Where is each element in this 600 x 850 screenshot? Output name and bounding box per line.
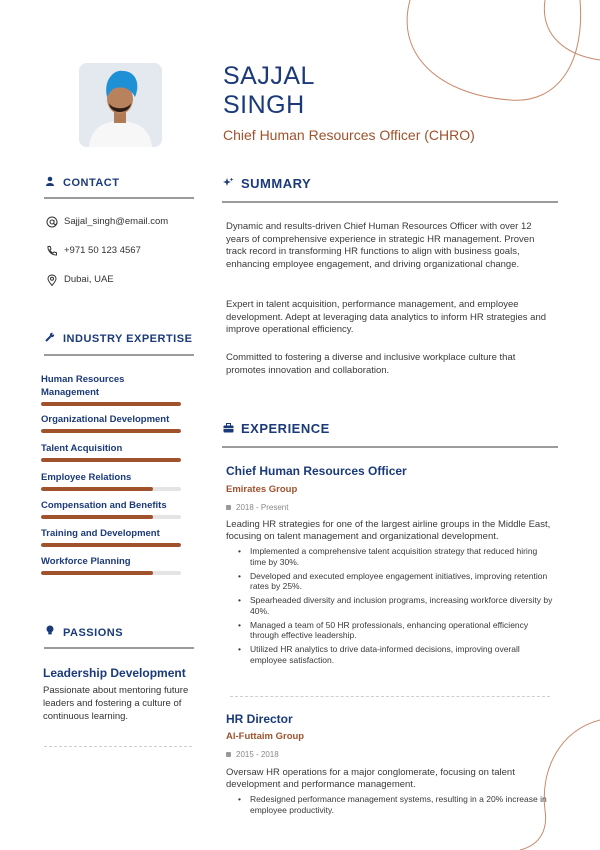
skill-bar-fill: [41, 487, 153, 491]
achievement-item: • Redesigned performance management systems, resulting in a 20% increase in employee productivity.: [238, 794, 554, 815]
job-dates: [226, 503, 288, 512]
passions-heading: [45, 625, 123, 639]
skill-bar: [41, 515, 181, 519]
skill-bar-fill: [41, 458, 181, 462]
skill-label: Employee Relations: [41, 472, 132, 483]
email-text: Sajjal_singh@email.com: [64, 216, 169, 227]
wrench-icon: [45, 332, 57, 345]
skill-item: [41, 373, 183, 406]
contact-heading: [45, 176, 119, 189]
achievement-item: • Utilized HR analytics to drive data-informed decisions, improving overall employee satisfaction.: [238, 644, 554, 665]
skill-bar: [41, 571, 181, 575]
summary-paragraph: Dynamic and results-driven Chief Human Resources Officer with over 12 years of comprehensive experience in strategic HR management. Proven track record in transforming HR functions to align with business goals, enhancing employee engagement, and driving organizational change.: [226, 221, 535, 270]
job-dates: [226, 750, 279, 759]
job-description: Oversaw HR operations for a major conglomerate, focusing on talent development and performance management.: [226, 767, 515, 790]
profile-photo: [79, 63, 162, 147]
skill-item: [41, 555, 183, 575]
summary-paragraph: Expert in talent acquisition, performance management, and employee development. Adept at leveraging data analytics to inform HR strategies and improve operational efficiency.: [226, 299, 547, 335]
calendar-icon: [226, 752, 231, 757]
summary-paragraph: Committed to fostering a diverse and inclusive workplace culture that promotes innovation and collaboration.: [226, 352, 516, 376]
skill-bar: [41, 458, 181, 462]
job-achievements: [238, 546, 554, 669]
skill-bar-fill: [41, 515, 153, 519]
skill-bar: [41, 487, 181, 491]
experience-divider: [222, 446, 558, 448]
skill-label: Human Resources Management: [41, 374, 125, 398]
job-title: HR Director: [226, 712, 293, 726]
contact-phone[interactable]: [45, 244, 141, 257]
job-role: Chief Human Resources Officer (CHRO): [223, 127, 475, 143]
skill-bar-fill: [41, 543, 181, 547]
achievement-item: • Managed a team of 50 HR professionals, enhancing operational efficiency through effective leadership.: [238, 620, 554, 641]
skill-bar: [41, 543, 181, 547]
expertise-heading: [45, 332, 192, 345]
sparkle-icon: [223, 177, 235, 191]
skill-label: Workforce Planning: [41, 556, 131, 567]
lightbulb-icon: [45, 625, 57, 639]
experience-heading: [223, 421, 330, 436]
skill-bar-fill: [41, 402, 181, 406]
summary-title: SUMMARY: [241, 176, 312, 191]
job-achievements: [238, 794, 554, 819]
briefcase-icon: [223, 423, 235, 436]
skill-item: [41, 527, 183, 547]
skill-bar-fill: [41, 429, 181, 433]
achievement-item: • Spearheaded diversity and inclusion programs, increasing workforce diversity by 40%.: [238, 595, 554, 616]
phone-text: +971 50 123 4567: [64, 245, 141, 256]
experience-title: EXPERIENCE: [241, 421, 330, 436]
skill-item: [41, 442, 183, 462]
skill-bar-fill: [41, 571, 153, 575]
name-line-2: SINGH: [223, 91, 305, 119]
contact-location: [45, 273, 114, 286]
location-text: Dubai, UAE: [64, 274, 114, 285]
job-company: Al-Futtaim Group: [226, 731, 305, 742]
achievement-item: • Developed and executed employee engagement initiatives, improving retention rates by 25%.: [238, 571, 554, 592]
name-line-1: SAJJAL: [223, 62, 315, 90]
job-company: Emirates Group: [226, 484, 298, 495]
expertise-divider: [44, 354, 194, 356]
job-description: Leading HR strategies for one of the largest airline groups in the Middle East, focusing on talent management and organizational development.: [226, 519, 551, 542]
job-separator: [230, 696, 550, 697]
location-pin-icon: [45, 273, 58, 286]
skill-item: [41, 413, 183, 433]
contact-title: CONTACT: [63, 177, 120, 189]
expertise-title: INDUSTRY EXPERTISE: [63, 333, 193, 345]
at-icon: [45, 215, 58, 228]
passion-item-description: Passionate about mentoring future leaders and fostering a culture of continuous learning.: [43, 685, 189, 722]
passions-divider: [44, 647, 194, 649]
job-dates-text: 2015 - 2018: [236, 750, 279, 759]
skill-item: [41, 499, 183, 519]
skill-bar: [41, 402, 181, 406]
phone-icon: [45, 244, 58, 257]
job-dates-text: 2018 - Present: [236, 503, 289, 512]
passions-title: PASSIONS: [63, 627, 124, 639]
achievement-item: • Implemented a comprehensive talent acquisition strategy that reduced hiring time by 30%.: [238, 546, 554, 567]
candidate-name: [223, 62, 315, 120]
job-title: Chief Human Resources Officer: [226, 464, 407, 478]
passion-separator: [44, 746, 192, 747]
calendar-icon: [226, 505, 231, 510]
skill-label: Talent Acquisition: [41, 443, 123, 454]
summary-divider: [222, 201, 558, 203]
contact-email[interactable]: [45, 215, 168, 228]
skill-label: Training and Development: [41, 528, 160, 539]
skill-label: Compensation and Benefits: [41, 500, 167, 511]
skill-item: [41, 471, 183, 491]
summary-heading: [223, 176, 311, 191]
person-icon: [45, 176, 57, 189]
skill-bar: [41, 429, 181, 433]
skill-label: Organizational Development: [41, 414, 170, 425]
contact-divider: [44, 197, 194, 199]
passion-item-title: Leadership Development: [43, 666, 186, 680]
